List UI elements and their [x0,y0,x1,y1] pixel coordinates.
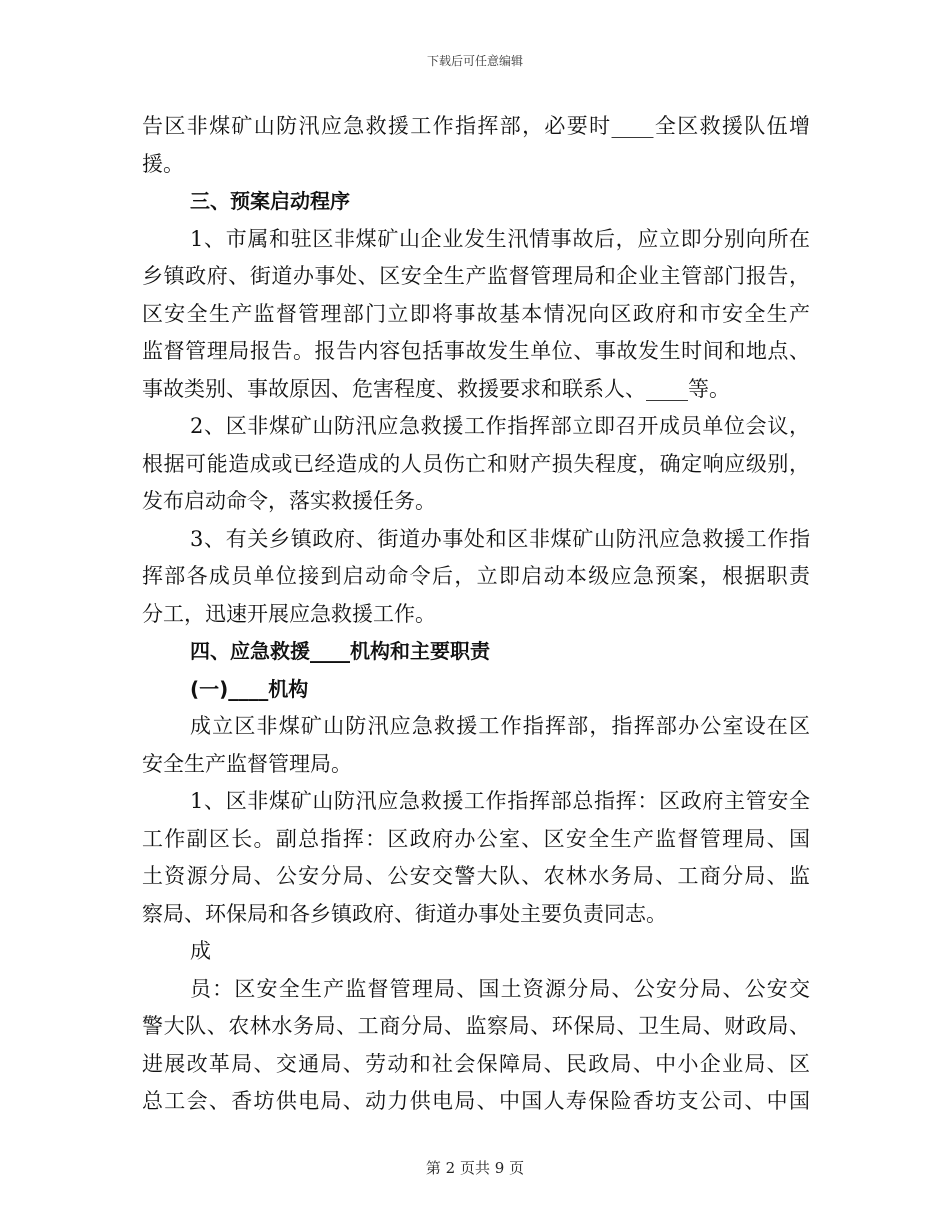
body-line: 土资源分局、公安分局、公安交警大队、农林水务局、工商分局、监 [142,864,810,888]
body-line: 成 [190,939,211,963]
body-line: 告区非煤矿山防汛应急救援工作指挥部，必要时____全区救援队伍增 [142,114,810,138]
section-heading-4: 四、应急救援____机构和主要职责 [190,639,490,663]
body-line: 乡镇政府、街道办事处、区安全生产监督管理局和企业主管部门报告， [142,264,810,288]
subsection-heading-1: (一)____机构 [190,676,309,701]
body-line: 2、区非煤矿山防汛应急救援工作指挥部立即召开成员单位会议， [190,414,810,438]
body-line: 发布启动命令，落实救援任务。 [142,489,436,513]
body-line: 察局、环保局和各乡镇政府、街道办事处主要负责同志。 [142,901,667,926]
body-line: 工作副区长。副总指挥：区政府办公室、区安全生产监督管理局、国 [142,826,810,851]
body-line: 挥部各成员单位接到启动命令后，立即启动本级应急预案，根据职责 [142,564,810,588]
body-line: 援。 [142,151,184,176]
body-line: 监督管理局报告。报告内容包括事故发生单位、事故发生时间和地点、 [142,339,810,363]
body-line: 安全生产监督管理局。 [142,751,352,776]
body-line: 事故类别、事故原因、危害程度、救援要求和联系人、____等。 [142,376,730,401]
document-body [142,108,810,1121]
body-line: 区安全生产监督管理部门立即将事故基本情况向区政府和市安全生产 [142,301,810,326]
body-line: 1、区非煤矿山防汛应急救援工作指挥部总指挥：区政府主管安全 [190,789,810,813]
page-header-note: 下载后可任意编辑 [426,54,523,68]
body-line: 警大队、农林水务局、工商分局、监察局、环保局、卫生局、财政局、 [142,1014,810,1038]
section-heading-3: 三、预案启动程序 [190,189,350,213]
body-line: 成立区非煤矿山防汛应急救援工作指挥部，指挥部办公室设在区 [190,714,810,738]
body-line: 1、市属和驻区非煤矿山企业发生汛情事故后，应立即分别向所在 [190,226,810,251]
body-line: 员：区安全生产监督管理局、国土资源分局、公安分局、公安交 [190,976,810,1001]
body-line: 3、有关乡镇政府、街道办事处和区非煤矿山防汛应急救援工作指 [190,526,810,551]
body-line: 进展改革局、交通局、劳动和社会保障局、民政局、中小企业局、区 [142,1051,810,1076]
body-line: 分工，迅速开展应急救援工作。 [142,601,436,626]
body-line: 根据可能造成或已经造成的人员伤亡和财产损失程度，确定响应级别， [142,451,810,476]
body-line: 总工会、香坊供电局、动力供电局、中国人寿保险香坊支公司、中国 [142,1089,810,1113]
page-number: 第 2 页共 9 页 [425,1159,525,1177]
